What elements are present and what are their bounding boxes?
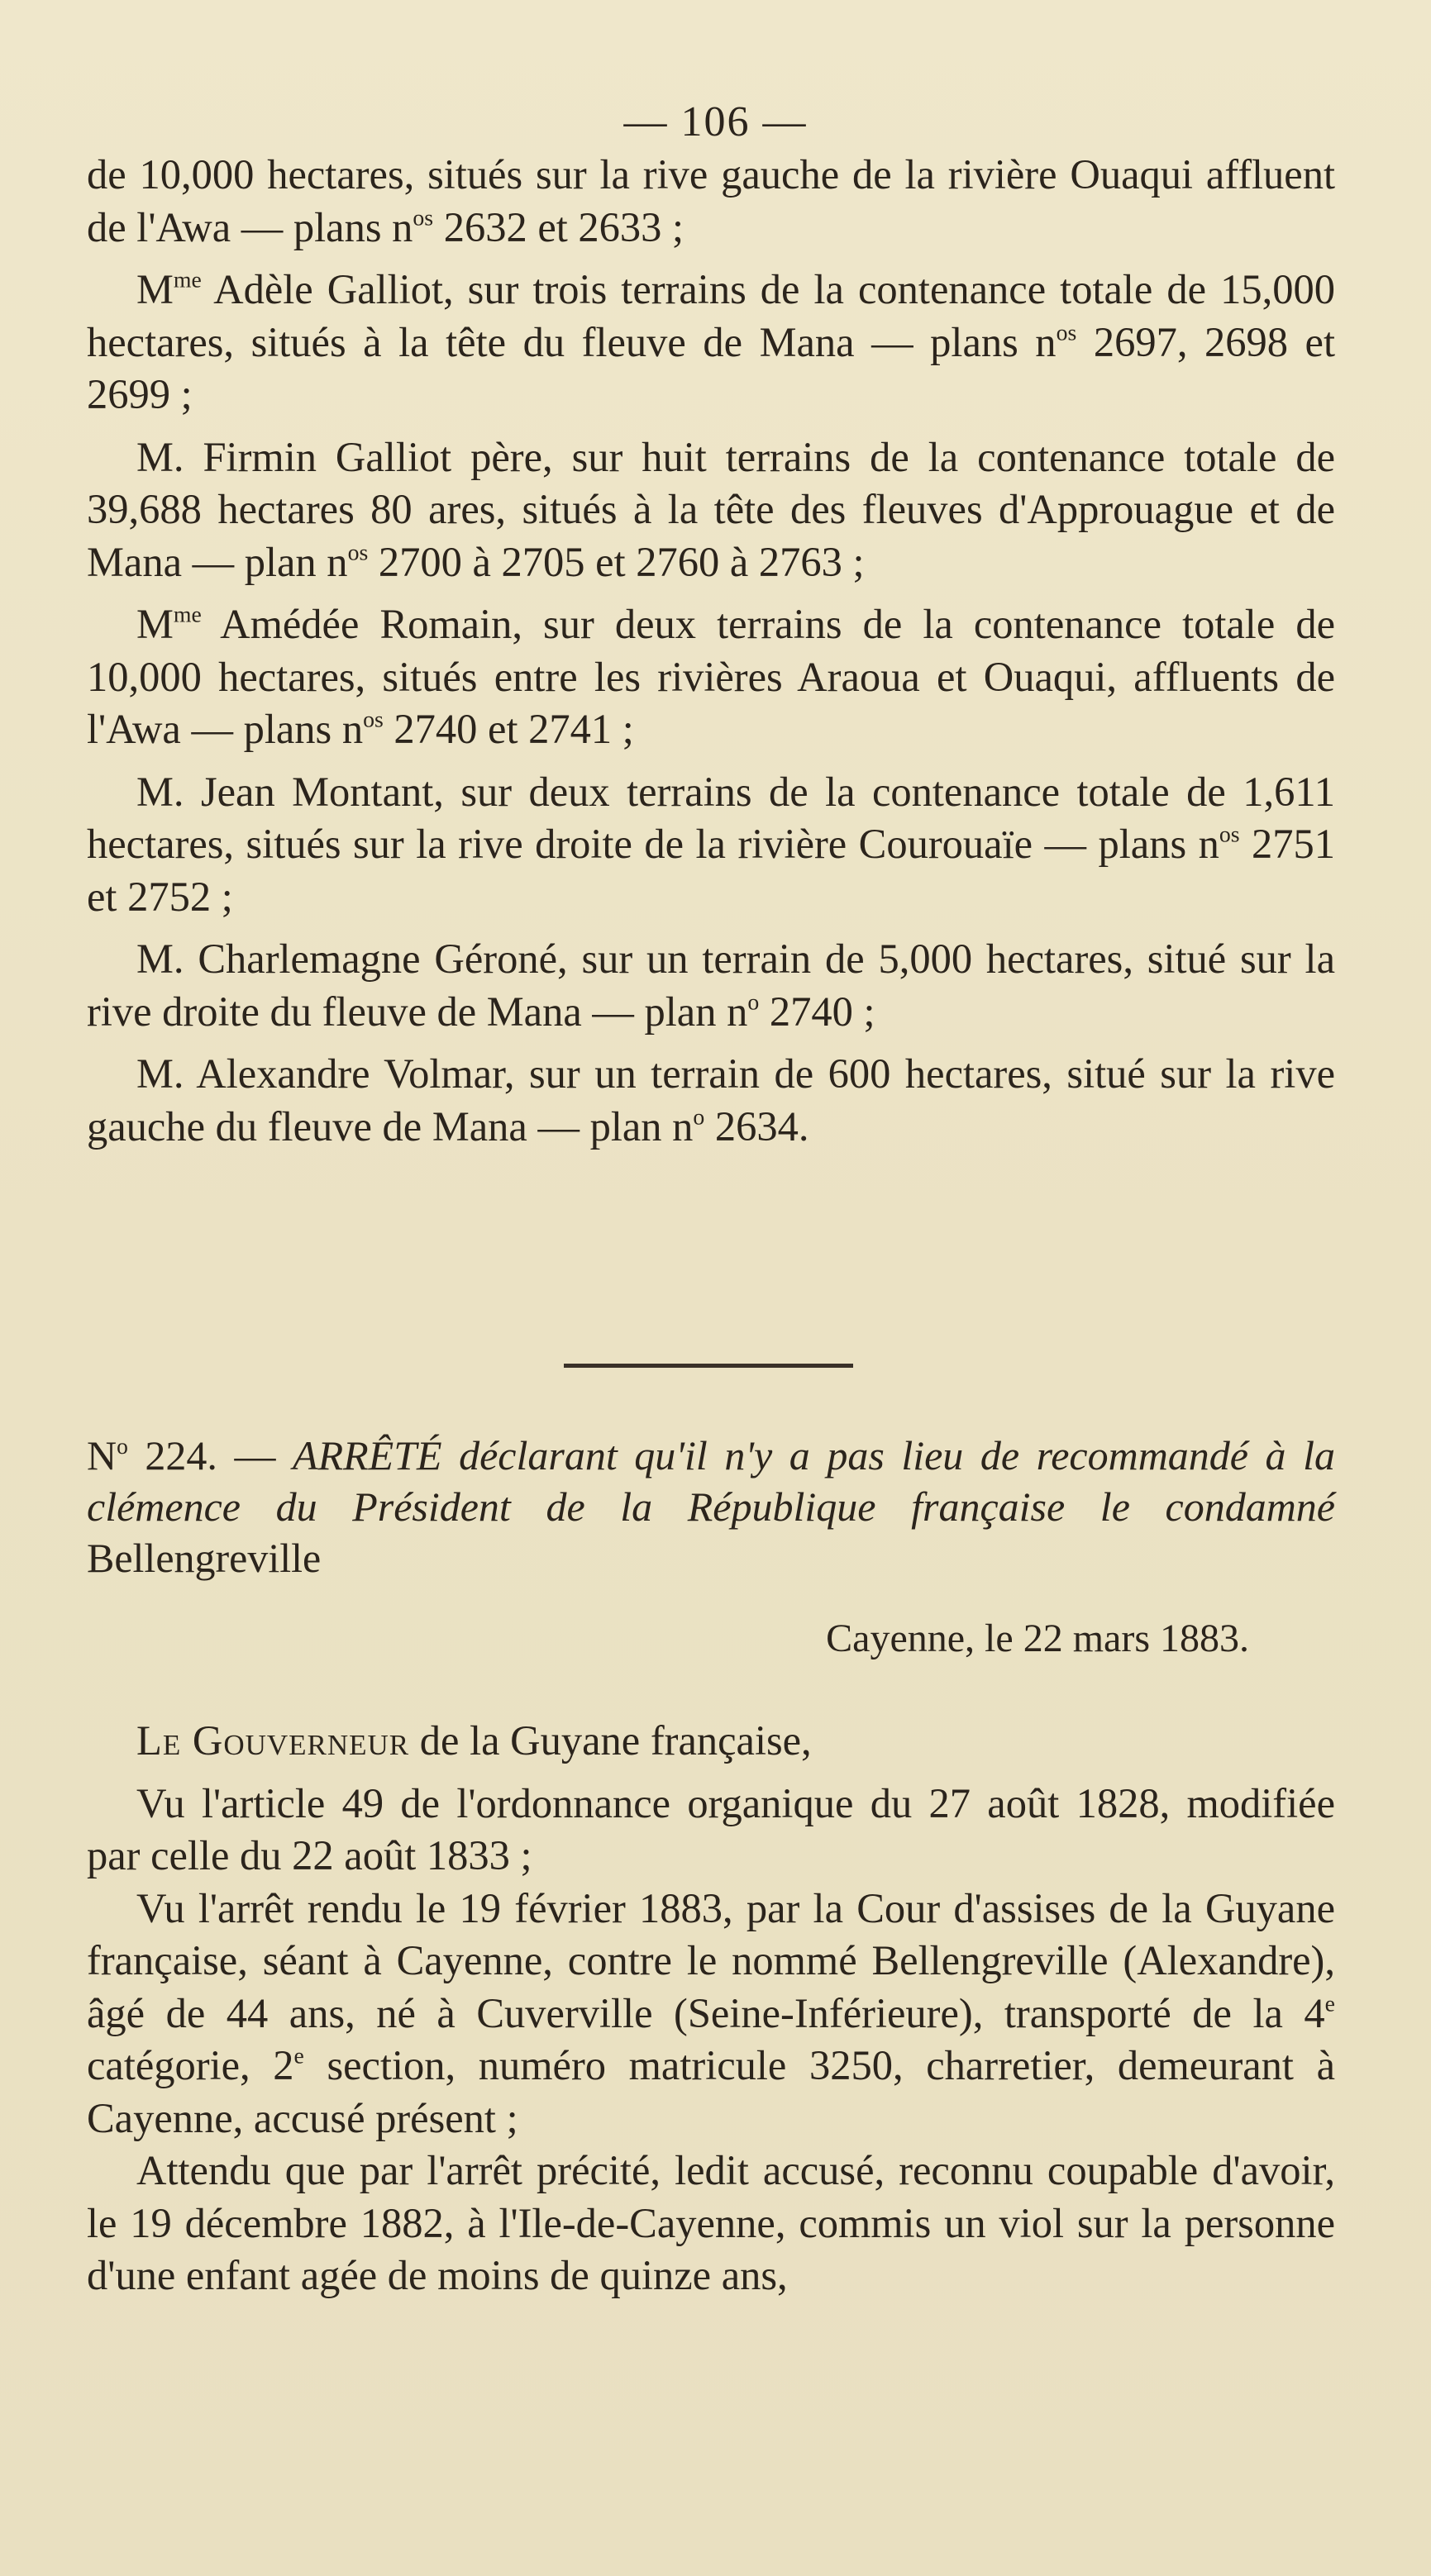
- paragraph-7: M. Alexandre Volmar, sur un terrain de 600 hectares, situé sur la rive gauche du fleuve de Mana — plan $n^o$ 2634.: [87, 1050, 1335, 1150]
- governor-line: Le Gouverneur de la Guyane française,: [136, 1717, 812, 1764]
- section-divider: [564, 1364, 853, 1368]
- decree-heading: $N^o$ 224. — ARRÊTÉ déclarant qu'il n'y a pas lieu de recommandé à la clémence du Président de la République française le condamné Bellengreville: [87, 1432, 1336, 1581]
- concession-list: [87, 149, 1335, 1153]
- paragraph-6: M. Charlemagne Géroné, sur un terrain de 5,000 hectares, situé sur la rive droite du fleuve de Mana — plan $n^o$ 2740 ;: [87, 936, 1335, 1035]
- paragraph-3: M. Firmin Galliot père, sur huit terrains de la contenance totale de 39,688 hectares 80 ares, situés à la tête des fleuves d'Approuague et de Mana — plan $n^{os}$ 2700 à 2705 et 2760 à 2763 ;: [87, 433, 1335, 585]
- body-paragraph-3: Attendu que par l'arrêt précité, ledit accusé, reconnu coupable d'avoir, le 19 décembre 1882, à l'Ile-de-Cayenne, commis un viol sur la personne d'une enfant agée de moins de quinze ans,: [87, 2147, 1335, 2298]
- paragraph-4: $M^{me}$ Amédée Romain, sur deux terrains de la contenance totale de 10,000 hectares, situés entre les rivières Araoua et Ouaqui, affluents de l'Awa — plans $n^{os}$ 2740 et 2741 ;: [87, 601, 1335, 752]
- decree-title: ARRÊTÉ déclarant qu'il n'y a pas lieu de recommandé à la clémence du Président de la République française le condamné: [87, 1432, 1336, 1530]
- paragraph-1: de 10,000 hectares, situés sur la rive gauche de la rivière Ouaqui affluent de l'Awa — plans $n^{os}$ 2632 et 2633 ;: [87, 151, 1335, 250]
- decree-body: [87, 1715, 1335, 2302]
- place-date: Cayenne, le 22 mars 1883.: [826, 1617, 1249, 1660]
- paragraph-2: $M^{me}$ Adèle Galliot, sur trois terrains de la contenance totale de 15,000 hectares, situés à la tête du fleuve de Mana — plans $n^{os}$ 2697, 2698 et 2699 ;: [87, 266, 1335, 417]
- paragraph-5: M. Jean Montant, sur deux terrains de la contenance totale de 1,611 hectares, situés sur la rive droite de la rivière Courouaïe — plans $n^{os}$ 2751 et 2752 ;: [87, 768, 1336, 920]
- page-number: — 106 —: [623, 98, 808, 145]
- condemned-name: Bellengreville: [87, 1535, 322, 1581]
- body-paragraph-2: Vu l'arrêt rendu le 19 février 1883, par la Cour d'assises de la Guyane française, séant à Cayenne, contre le nommé Bellengreville (Alexandre), âgé de 44 ans, né à Cuverville (Seine-Inférieure), transporté de la 4e catégorie, 2e section, numéro matricule 3250, charretier, demeurant à Cayenne, accusé présent ;: [87, 1884, 1335, 2141]
- body-paragraph-1: Vu l'article 49 de l'ordonnance organique du 27 août 1828, modifiée par celle du 22 août 1833 ;: [87, 1779, 1335, 1878]
